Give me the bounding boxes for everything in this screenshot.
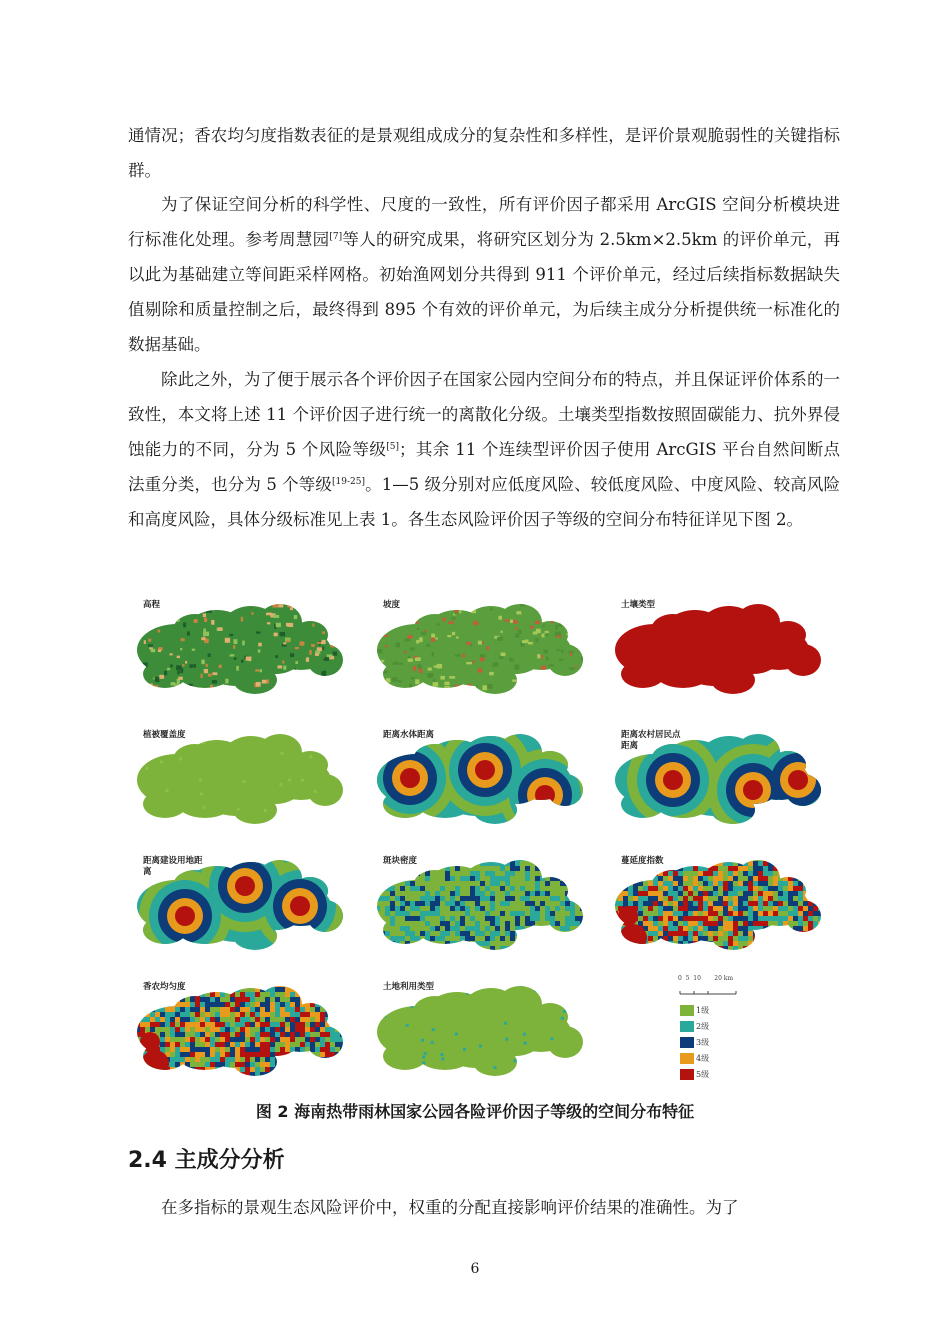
map-panel xyxy=(365,846,587,966)
legend-label: 5级 xyxy=(696,1070,710,1079)
map-panel xyxy=(125,720,347,840)
map-panel-label: 距离农村居民点距离 xyxy=(621,730,681,751)
map-panel-label: 距离建设用地距离 xyxy=(143,856,203,877)
map-panel-label: 高程 xyxy=(143,600,161,610)
legend-label: 3级 xyxy=(696,1038,710,1047)
figure-risk-factor-maps xyxy=(125,590,825,1085)
scale-bar xyxy=(678,975,738,994)
legend-label: 4级 xyxy=(696,1054,710,1063)
map-panel xyxy=(603,720,825,840)
map-panel xyxy=(365,590,587,710)
legend-label: 1级 xyxy=(696,1006,710,1015)
map-panel xyxy=(125,846,347,966)
legend-item xyxy=(680,1036,740,1050)
map-panel-label: 植被覆盖度 xyxy=(143,730,186,740)
legend-swatch xyxy=(680,1021,694,1032)
paragraph-4: 在多指标的景观生态风险评价中，权重的分配直接影响评价结果的准确性。为了 xyxy=(161,1198,739,1217)
map-panel-label: 斑块密度 xyxy=(383,856,418,866)
citation-ref: [7] xyxy=(329,232,343,242)
paragraph-2-text-a: 为了保证空间分析的科学性、尺度的一致性，所有评价因子都采用 ArcGIS 空间分析模块进行标准化处理。参考周慧园 xyxy=(128,195,840,249)
figure-caption: 图 2 海南热带雨林国家公园各险评价因子等级的空间分布特征 xyxy=(255,1102,695,1121)
map-panel xyxy=(125,590,347,710)
map-panel xyxy=(125,972,347,1092)
legend-item xyxy=(680,1004,740,1018)
map-panel xyxy=(365,972,587,1092)
legend-swatch xyxy=(680,1037,694,1048)
paragraph-2-text-b: 等人的研究成果，将研究区划分为 2.5km×2.5km 的评价单元，再以此为基础建立等间距采样网格。初始渔网划分共得到 911 个评价单元，经过后续指标数据缺失值剔除和质量控制之后，最终得到 895 个有效的评价单元，为后续主成分分析提供统一标准化的数据基础。 xyxy=(128,230,840,354)
map-panel xyxy=(365,720,587,840)
map-panel-label: 坡度 xyxy=(383,600,401,610)
legend-item xyxy=(680,1068,740,1082)
map-panel xyxy=(603,590,825,710)
paragraph-2 xyxy=(128,187,840,362)
map-panel-label: 距离水体距离 xyxy=(383,730,435,740)
page-number: 6 xyxy=(470,1261,480,1277)
paragraph-1: 通情况；香农均匀度指数表征的是景观组成成分的复杂性和多样性，是评价景观脆弱性的关键指标群。 xyxy=(128,126,840,180)
paragraph-3 xyxy=(128,362,840,537)
map-panel-label: 香农均匀度 xyxy=(143,982,186,992)
legend-label: 2级 xyxy=(696,1022,710,1031)
citation-ref: [19-25] xyxy=(332,477,366,487)
map-panel xyxy=(603,846,825,966)
map-panel-label: 土壤类型 xyxy=(621,600,656,610)
legend-swatch xyxy=(680,1053,694,1064)
scale-bar-text: 0 5 10 20 km xyxy=(678,975,734,982)
map-panel-label: 蔓延度指数 xyxy=(621,856,664,866)
citation-ref: [5] xyxy=(386,442,399,452)
paragraph-3-text-b: ；其余 11 个连续型评价因子使用 ArcGIS 平台自然间断点法重分类，也分为 5 个等级 xyxy=(128,440,840,494)
legend-item xyxy=(680,1052,740,1066)
paragraph-3-text-c: 。1—5 级分别对应低度风险、较低度风险、中度风险、较高风险和高度风险，具体分级标准见上表 1。各生态风险评价因子等级的空间分布特征详见下图 2。 xyxy=(128,475,840,529)
map-panel-label: 土地利用类型 xyxy=(383,982,435,992)
paragraph-3-text-a: 除此之外，为了便于展示各个评价因子在国家公园内空间分布的特点，并且保证评价体系的一致性，本文将上述 11 个评价因子进行统一的离散化分级。土壤类型指数按照固碳能力、抗外界侵蚀能力的不同，分为 5 个风险等级 xyxy=(128,370,840,459)
legend-swatch xyxy=(680,1005,694,1016)
legend-item xyxy=(680,1020,740,1034)
section-heading: 2.4 主成分分析 xyxy=(128,1148,285,1173)
legend-swatch xyxy=(680,1069,694,1080)
